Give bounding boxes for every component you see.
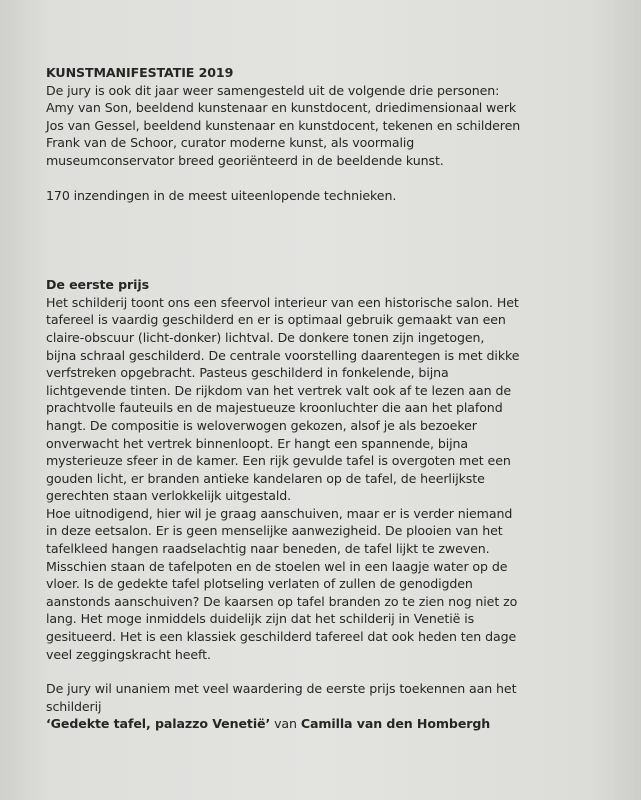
intro-line: Frank van de Schoor, curator moderne kunst, als voormalig (46, 135, 415, 151)
intro-line: De jury is ook dit jaar weer samengesteld uit de volgende drie personen: (46, 82, 500, 98)
body-line: mysterieuze sfeer in de kamer. Een rijk gevulde tafel is overgoten met een (46, 453, 511, 469)
body-line: lang. Het moge inmiddels duidelijk zijn dat het schilderij in Venetië is (46, 611, 475, 627)
body-line: tafereel is vaardig geschilderd en er is optimaal gebruik gemaakt van een (46, 312, 506, 328)
body-line: bijna schraal geschilderd. De centrale voorstelling daarentegen is met dikke (46, 347, 520, 363)
body-line: Het schilderij toont ons een sfeervol interieur van een historische salon. Het (46, 294, 519, 310)
body-line: hangt. De compositie is weloverwogen gekozen, alsof je als bezoeker (46, 417, 477, 433)
prize-description (46, 294, 636, 663)
body-line: gouden licht, er branden antieke kandelaren op de tafel, de heerlijkste (46, 470, 485, 486)
body-line: Misschien staan de tafelpoten en de stoelen wel in een laagje water op de (46, 558, 508, 574)
body-line: onverwacht het vertrek binnenloopt. Er hangt een spannende, bijna (46, 435, 469, 451)
submissions-count: 170 inzendingen in de meest uiteenlopende technieken. (46, 187, 397, 203)
document-text (46, 64, 636, 733)
work-by: van (270, 716, 301, 732)
work-title: ‘Gedekte tafel, palazzo Venetië’ (46, 716, 271, 732)
body-line: Hoe uitnodigend, hier wil je graag aanschuiven, maar er is verder niemand (46, 505, 513, 521)
body-line: tafelkleed hangen raadselachtig naar beneden, de tafel lijkt te zweven. (46, 541, 490, 557)
prize-heading: De eerste prijs (46, 277, 149, 293)
intro-line: Jos van Gessel, beeldend kunstenaar en kunstdocent, tekenen en schilderen (46, 117, 521, 133)
body-line: aanstonds aanschuiven? De kaarsen op tafel branden zo te zien nog niet zo (46, 593, 518, 609)
body-line: gesitueerd. Het is een klassiek geschilderd tafereel dat ook heden ten dage (46, 629, 517, 645)
body-line: gerechten staan verlokkelijk uitgestald. (46, 488, 292, 504)
jury-verdict (46, 680, 636, 733)
document-title: KUNSTMANIFESTATIE 2019 (46, 65, 234, 80)
body-line: verfstreken opgebracht. Pasteus geschilderd in fonkelende, bijna (46, 365, 449, 381)
body-line: vloer. Is de gedekte tafel plotseling verlaten of zullen de genodigden (46, 576, 473, 592)
body-line: prachtvolle fauteuils en de majestueuze kroonluchter die aan het plafond (46, 400, 503, 416)
intro-line: Amy van Son, beeldend kunstenaar en kunstdocent, driedimensionaal werk (46, 100, 517, 116)
artist-name: Camilla van den Hombergh (300, 716, 491, 732)
body-line: lichtgevende tinten. De rijkdom van het vertrek valt ook af te lezen aan de (46, 382, 511, 398)
body-line: in deze eetsalon. Er is geen menselijke aanwezigheid. De plooien van het (46, 523, 503, 539)
verdict-line: De jury wil unaniem met veel waardering de eerste prijs toekennen aan het (46, 681, 517, 697)
body-line: claire-obscuur (licht-donker) lichtval. De donkere tonen zijn ingetogen, (46, 329, 485, 345)
body-line: veel zeggingskracht heeft. (46, 646, 211, 662)
intro-line: museumconservator breed georiënteerd in de beeldende kunst. (46, 152, 444, 168)
verdict-line: schilderij (46, 698, 102, 714)
jury-intro (46, 82, 636, 170)
winning-work (46, 715, 636, 733)
